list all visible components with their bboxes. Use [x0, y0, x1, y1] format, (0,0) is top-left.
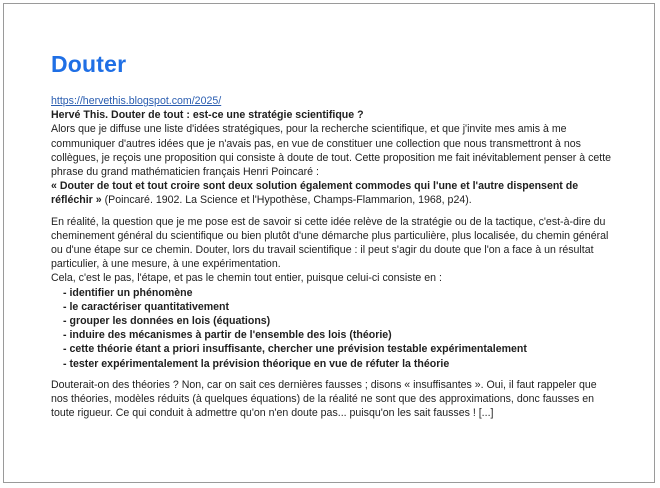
page-title: Douter: [51, 51, 127, 77]
poincare-quote: [51, 179, 616, 207]
step-item: - identifier un phénomène: [63, 286, 616, 300]
step-item: - le caractériser quantitativement: [63, 300, 616, 314]
paragraph-steps-intro: Cela, c'est le pas, l'étape, et pas le chemin tout entier, puisque celui-ci consiste en :: [51, 272, 442, 285]
document-body: [51, 48, 616, 420]
step-item: - grouper les données en lois (équations): [63, 314, 616, 328]
quote-source: (Poincaré. 1902. La Science et l'Hypothèse, Champs-Flammarion, 1968, p24).: [101, 194, 472, 207]
blog-link[interactable]: https://hervethis.blogspot.com/2025/: [51, 95, 222, 107]
paragraph-intro: Alors que je diffuse une liste d'idées stratégiques, pour la recherche scientifique, et que j'invite mes amis à me communiquer d'autres idées que je n'avais pas, en vue de constituer une collection que nous transmettront à nos collègues, je reçois une proposition qui consiste à doute de tout. Cette proposition me fait inévitablement penser à cette phrase du grand mathématicien français Henri Poincaré :: [51, 123, 612, 179]
step-item: - tester expérimentalement la prévision théorique en vue de réfuter la théorie: [63, 357, 616, 371]
paragraph-conclusion: Douterait-on des théories ? Non, car on sait ces dernières fausses ; disons « insuffisantes ». Oui, il faut rappeler que nos théories, modèles réduits (à quelques équations) de la réalité ne sont que des approximations, donc fausses en toute rigueur. Ce qui conduit à admettre qu'on n'en doute pas... puisqu'on les sait fausses ! [...]: [51, 378, 597, 420]
steps-list: [51, 286, 616, 371]
article-subtitle: Hervé This. Douter de tout : est-ce une stratégie scientifique ?: [51, 109, 364, 122]
quote-text: « Douter de tout et tout croire sont deux solution également commodes qui l'une et l'autre dispensent de réfléchir »: [51, 180, 579, 207]
document-page: [3, 3, 655, 483]
step-item: - induire des mécanismes à partir de l'ensemble des lois (théorie): [63, 328, 616, 342]
step-item: - cette théorie étant a priori insuffisante, chercher une prévision testable expérimentalement: [63, 342, 616, 356]
paragraph-reality: En réalité, la question que je me pose est de savoir si cette idée relève de la stratégie ou de la tactique, c'est-à-dire du cheminement général du scientifique ou bien plutôt d'une démarche plus particulière, plus localisée, du chemin général ou d'une étape sur ce chemin. Douter, lors du travail scientifique : il peut s'agir du doute que l'on a face à un résultat particulier, à une mesure, à une expérimentation.: [51, 215, 609, 271]
